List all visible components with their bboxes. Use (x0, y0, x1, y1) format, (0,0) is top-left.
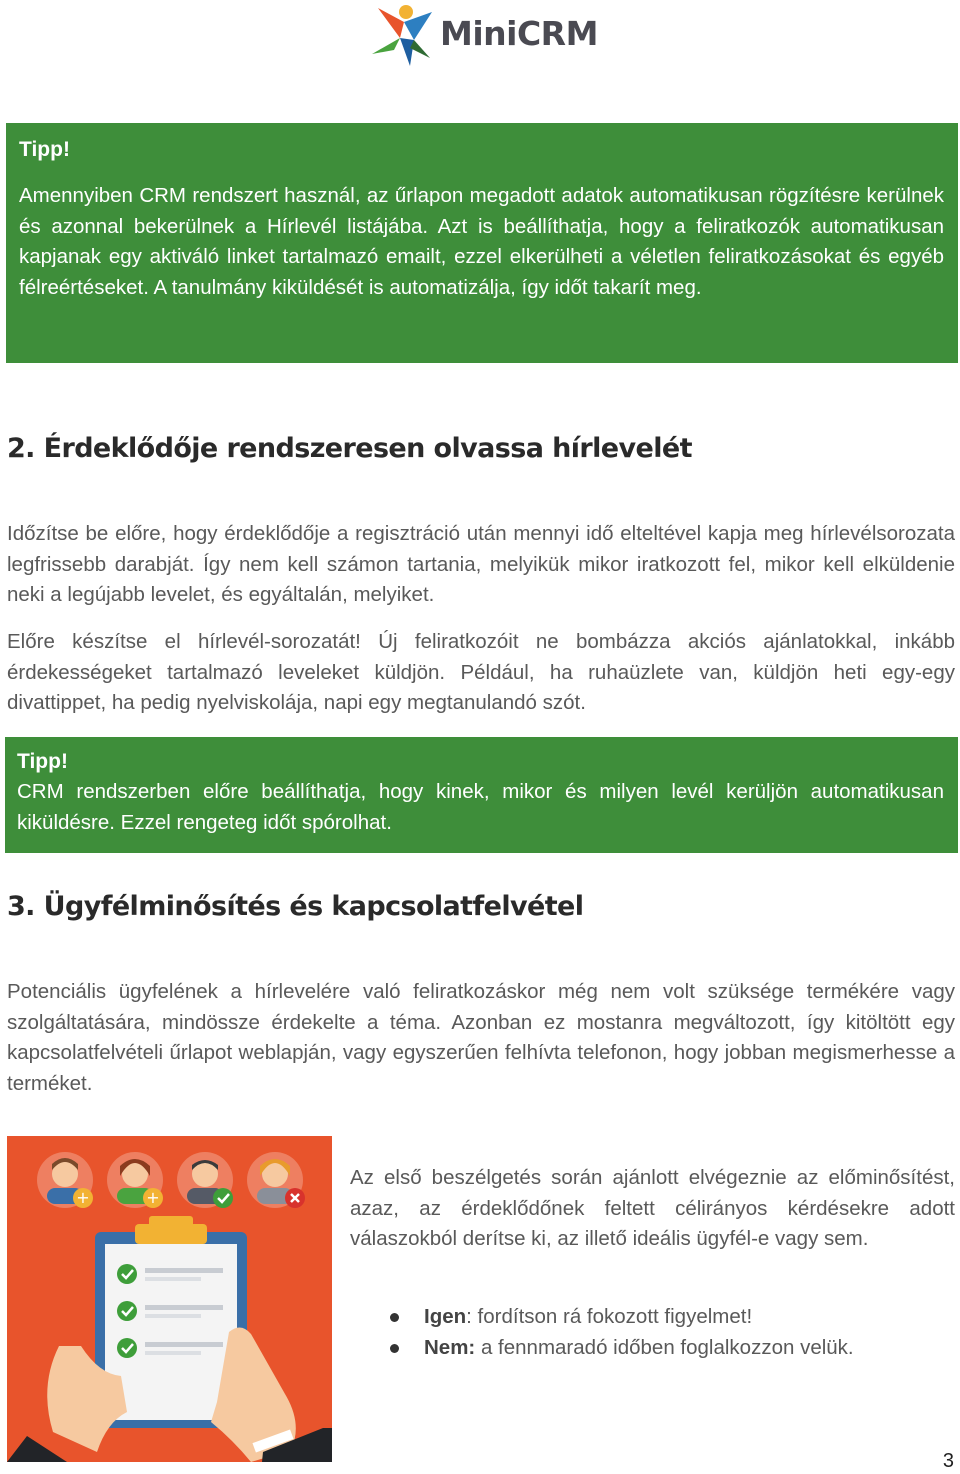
paragraph: Időzítse be előre, hogy érdeklődője a regisztráció után mennyi idő elteltével kapja meg hírlevélsorozata legfrissebb darabját. Így nem kell számon tartania, melyikük mikor iratkozott fel, mikor kell elküldenie neki a legújabb levelet, és egyáltalán, melyiket. (7, 522, 955, 606)
avatar-icon (107, 1152, 163, 1208)
logo-star-icon (370, 2, 438, 68)
list-item (388, 1333, 958, 1364)
bullet-text: a fennmaradó időben foglalkozzon velük. (475, 1335, 854, 1359)
section-heading: 3. Ügyfélminősítés és kapcsolatfelvétel (7, 891, 584, 922)
svg-text:+: + (76, 1188, 90, 1207)
side-paragraph: Az első beszélgetés során ajánlott elvégeznie az előminősítést, azaz, az érdeklődőnek feltett célirányos kérdésekre adott válaszokból derítse ki, az illető ideális ügyfél-e vagy sem. (350, 1166, 955, 1250)
qualification-illustration (7, 1136, 332, 1462)
paragraph: Előre készítse el hírlevél-sorozatát! Új feliratkozóit ne bombázza akciós ajánlatokkal, inkább érdekességeket tartalmazó leveleket küldjön. Például, ha ruhaüzlete van, küldjön heti egy-egy divattippet, ha pedig nyelviskolája, napi egy megtanulandó szót. (7, 630, 955, 714)
tip-box (5, 737, 958, 853)
avatar-icon (177, 1152, 233, 1208)
bullet-list (388, 1302, 958, 1363)
tip-body: CRM rendszerben előre beállíthatja, hogy kinek, mikor és milyen levél kerüljön automatikusan kiküldésre. Ezzel rengeteg időt spórolhat. (17, 780, 944, 834)
logo-text: MiniCRM (440, 14, 598, 53)
tip-body: Amennyiben CRM rendszert használ, az űrlapon megadott adatok automatikusan rögzítésre kerülnek és azonnal bekerülnek a Hírlevél listájába. Azt is beállíthatja, hogy a feliratkozók automatikusan kapjanak egy aktiváló linket tartalmazó emailt, ezzel elkerülheti a véletlen feliratkozásokat és egyéb félreértéseket. A tanulmány kiküldését is automatizálja, így időt takarít meg. (19, 184, 944, 299)
svg-text:+: + (146, 1188, 160, 1207)
bullet-label: Nem: (424, 1335, 476, 1359)
page-number: 3 (942, 1450, 954, 1472)
tip-box (6, 123, 958, 363)
bullet-text: : fordítson rá fokozott figyelmet! (466, 1305, 753, 1328)
avatar-icon (37, 1152, 93, 1208)
list-item (388, 1302, 958, 1333)
tip-title: Tipp! (19, 138, 70, 161)
minicrm-logo (370, 2, 600, 68)
bullet-label: Igen (424, 1305, 467, 1328)
tip-title: Tipp! (17, 750, 68, 773)
section-heading: 2. Érdeklődője rendszeresen olvassa hírlevelét (7, 433, 692, 464)
paragraph: Potenciális ügyfelének a hírlevelére való feliratkozáskor még nem volt szüksége termékére vagy szolgáltatására, mindössze érdekelte a téma. Azonban ez mostanra megváltozott, így kitöltött egy kapcsolatfelvételi űrlapot weblapján, vagy egyszerűen felhívta telefonon, hogy jobban megismerhesse a terméket. (7, 980, 955, 1095)
